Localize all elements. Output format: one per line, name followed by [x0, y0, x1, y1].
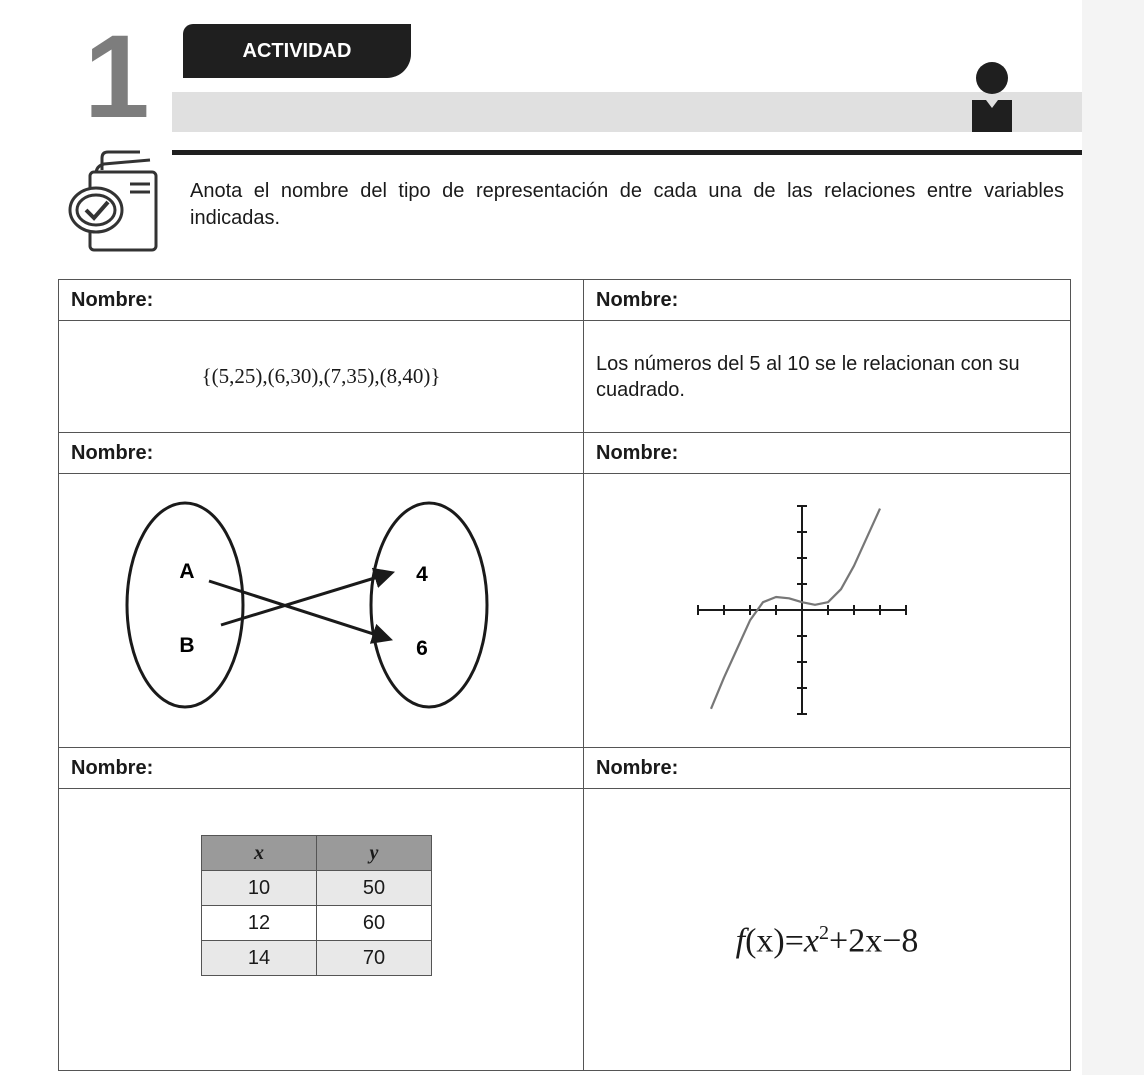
col-header-x: x [202, 836, 317, 871]
name-label: Nombre: [584, 748, 1071, 789]
activity-number: 1 [84, 11, 150, 143]
arrow-b-to-4 [221, 573, 391, 625]
codomain-item-6: 6 [416, 637, 428, 660]
person-icon [968, 62, 1016, 134]
domain-item-b: B [179, 634, 195, 657]
algebraic-formula [584, 789, 1071, 1071]
sagittal-diagram [59, 474, 584, 742]
set-notation: {(5,25),(6,30),(7,35),(8,40)} [59, 321, 584, 433]
value-table-cell [59, 789, 584, 1071]
formula-function: f [735, 922, 746, 960]
col-header-y: y [317, 836, 432, 871]
codomain-item-4: 4 [416, 563, 428, 586]
formula-equals: = [784, 922, 804, 960]
formula-argument: (x) [745, 922, 785, 960]
arrow-a-to-6 [209, 581, 389, 639]
domain-item-a: A [179, 560, 195, 583]
table-cell: 10 [202, 871, 317, 906]
formula-exponent: 2 [819, 922, 830, 945]
name-label: Nombre: [59, 748, 584, 789]
table-cell: 14 [202, 941, 317, 976]
cartesian-graph [584, 474, 1071, 742]
name-label: Nombre: [59, 433, 584, 474]
graph-cell [584, 474, 1071, 748]
xy-value-table [201, 835, 432, 976]
formula-rest: +2x−8 [829, 922, 919, 960]
instruction-text: Anota el nombre del tipo de representación de cada una de las relaciones entre variables indicadas. [190, 180, 1064, 229]
sagittal-diagram-cell [59, 474, 584, 748]
name-label: Nombre: [59, 280, 584, 321]
representations-table [58, 279, 1071, 1071]
table-cell: 60 [317, 906, 432, 941]
name-label: Nombre: [584, 280, 1071, 321]
domain-set-oval [127, 503, 243, 707]
table-cell: 12 [202, 906, 317, 941]
page-edge-decoration [1082, 0, 1144, 1075]
verbal-description: Los números del 5 al 10 se le relacionan con su cuadrado. [584, 321, 1071, 433]
header-band [172, 92, 1082, 132]
codomain-set-oval [371, 503, 487, 707]
formula-base: x [803, 922, 820, 960]
header-rule [172, 150, 1082, 155]
name-label: Nombre: [584, 433, 1071, 474]
activity-badge: ACTIVIDAD [183, 24, 411, 78]
table-cell: 70 [317, 941, 432, 976]
checklist-icon [66, 148, 162, 252]
table-cell: 50 [317, 871, 432, 906]
